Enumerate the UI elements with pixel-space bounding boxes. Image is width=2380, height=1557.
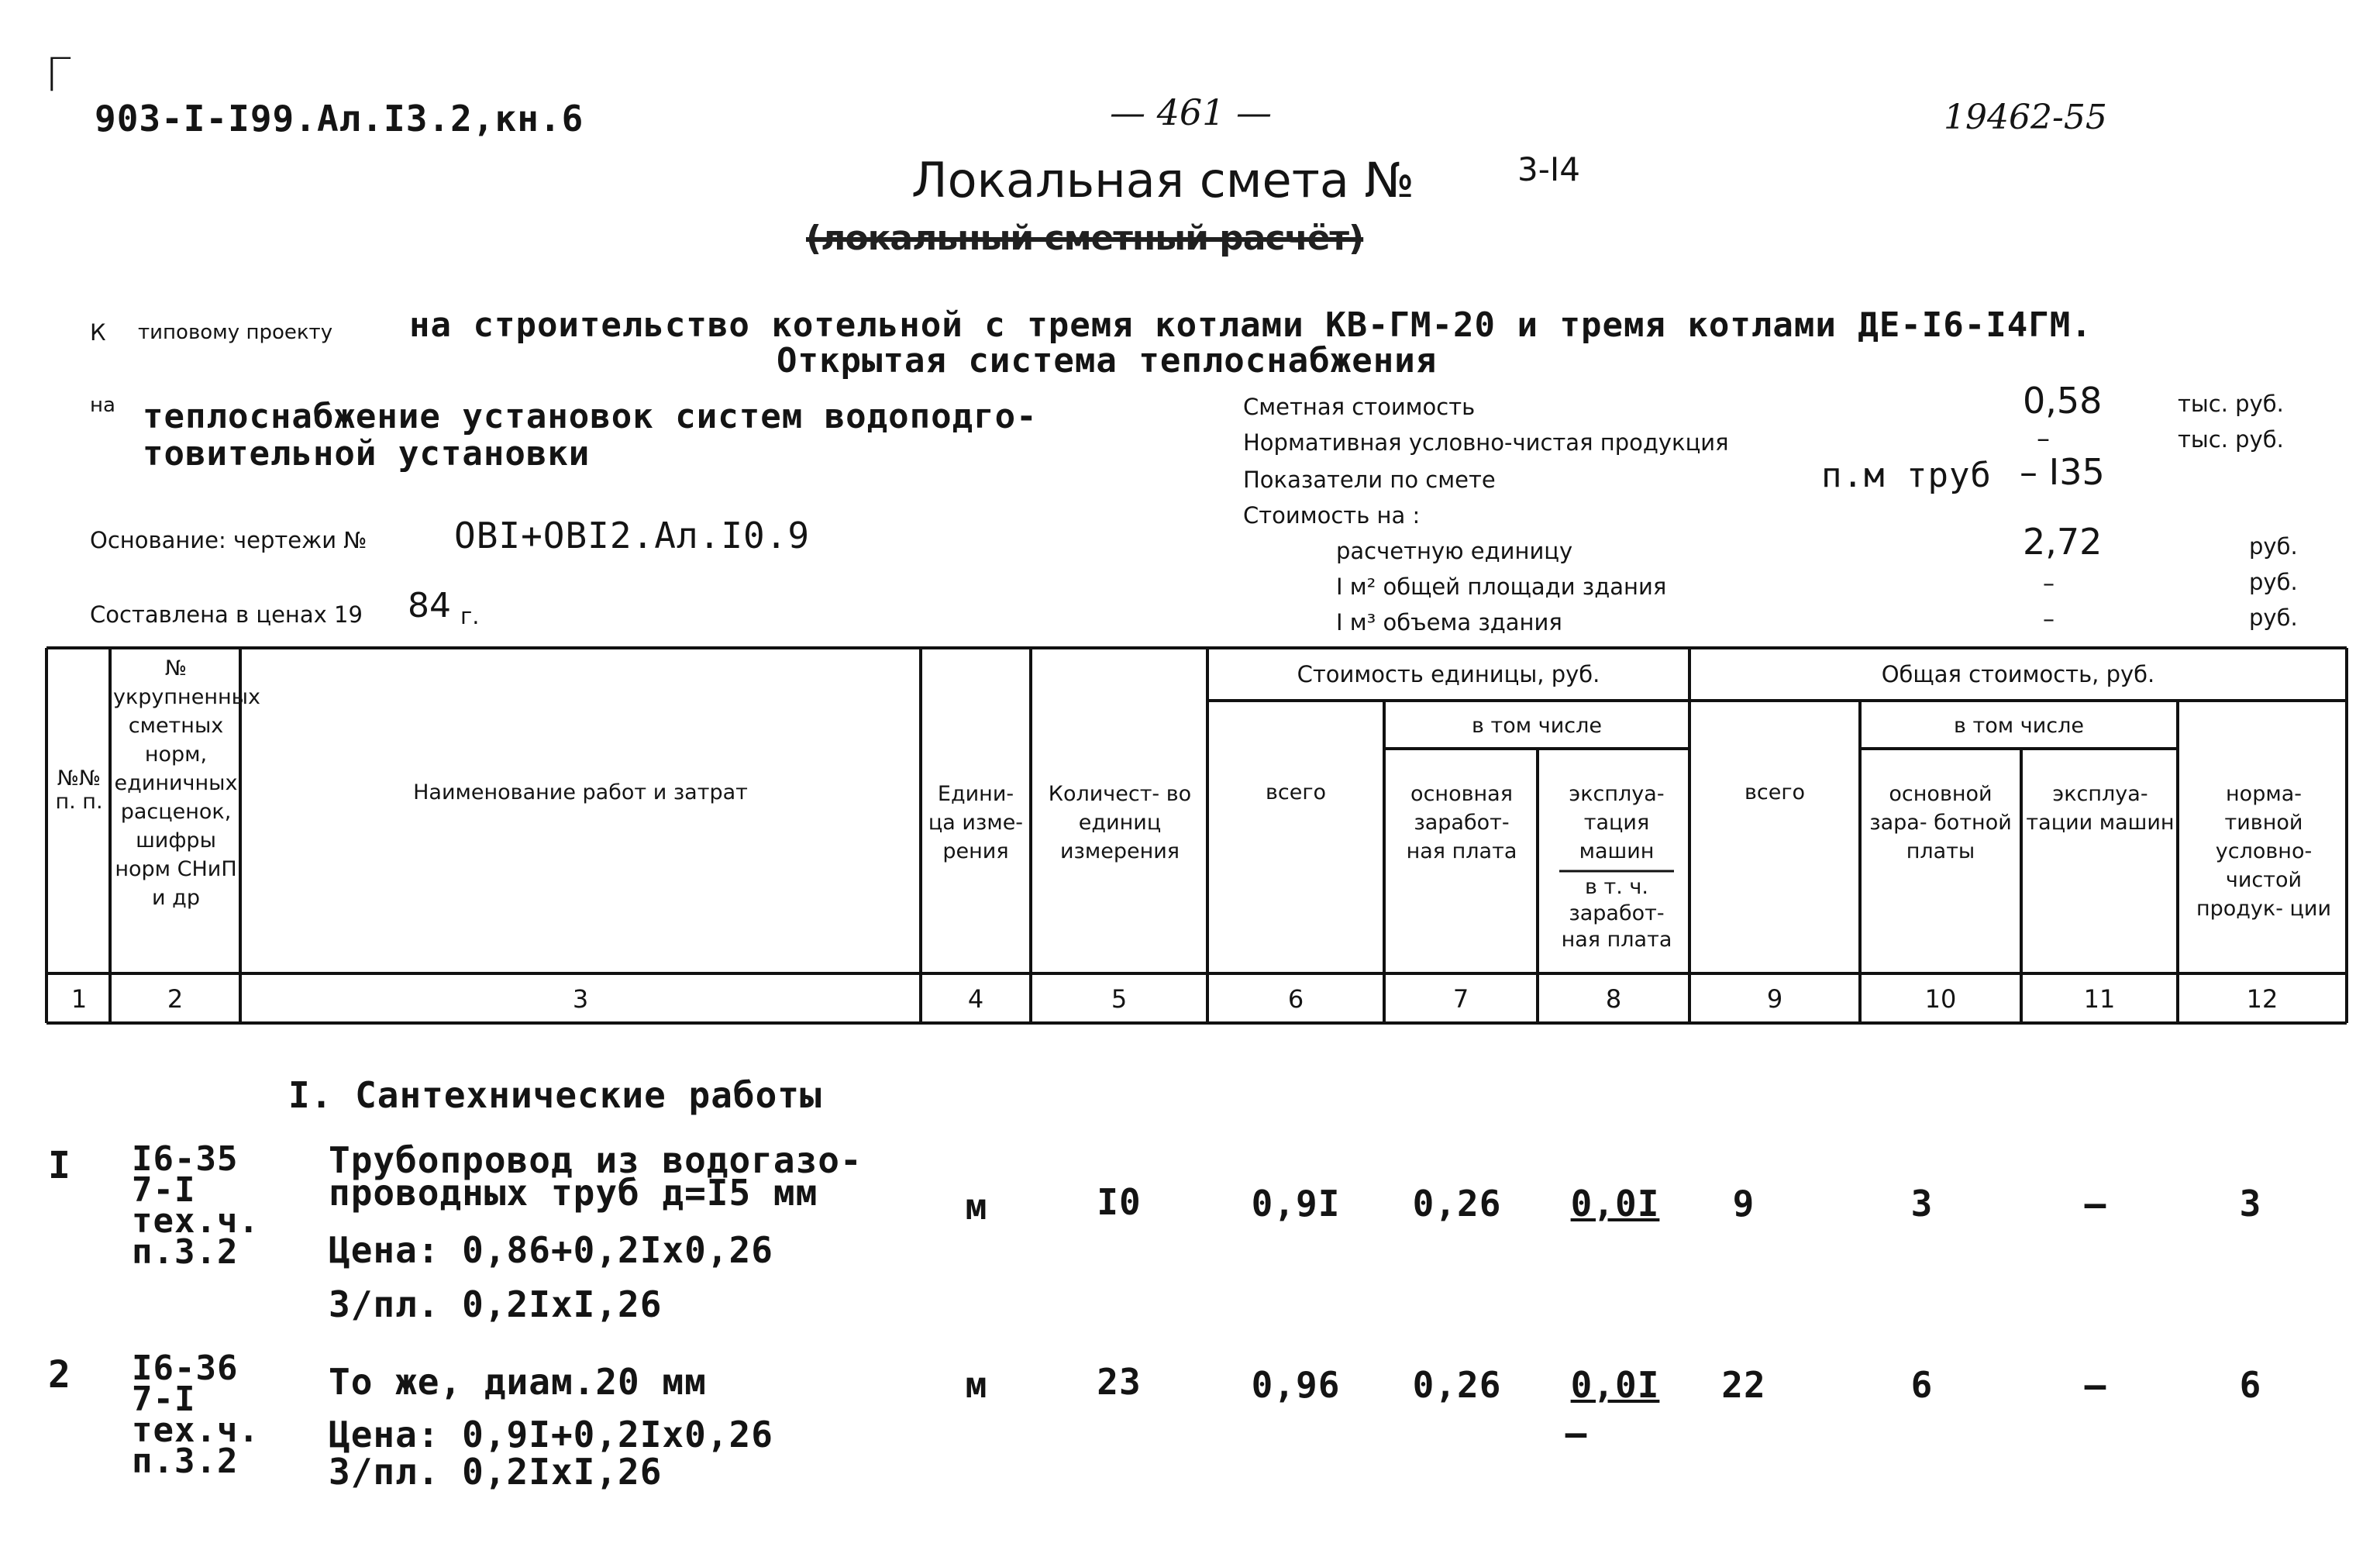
row-price-formula: Цена: 0,9I+0,2Iх0,26 xyxy=(329,1414,773,1455)
row-unit-total: 0,96 xyxy=(1251,1364,1341,1406)
basis-value: OBI+OBI2.Ал.I0.9 xyxy=(454,515,811,556)
col-number: 8 xyxy=(1605,984,1622,1014)
row-unit-mach: 0,0I xyxy=(1570,1364,1660,1406)
col-number: 11 xyxy=(2083,984,2116,1014)
cost-per-label: Стоимость на : xyxy=(1243,502,1421,529)
row-total-mach: – xyxy=(2084,1183,2107,1225)
archive-number: 19462-55 xyxy=(1944,98,2107,137)
row-name: То же, диам.20 мм xyxy=(329,1361,707,1403)
col-header-name: Наименование работ и затрат xyxy=(413,780,748,804)
corner-mark: Г xyxy=(45,48,71,102)
col-number: 1 xyxy=(71,984,88,1014)
row-total-wage: 3 xyxy=(1910,1183,1934,1225)
col-number: 2 xyxy=(167,984,184,1014)
col-header-mach-2: эксплуа- тации машин xyxy=(2026,782,2175,835)
col-header-code: № укрупненных сметных норм, единичных расценок, шифры норм СНиП и др xyxy=(113,656,260,910)
calc-unit-value: 2,72 xyxy=(2023,521,2103,563)
area-value: – xyxy=(2043,570,2055,598)
estimated-cost-label: Сметная стоимость xyxy=(1243,394,1476,420)
row-unit-mach: 0,0I xyxy=(1570,1183,1660,1225)
row-total-norm: 3 xyxy=(2239,1183,2262,1225)
page-number: — 461 — xyxy=(1110,91,1273,133)
row-code: I6-35 7-I тех.ч. п.3.2 xyxy=(132,1139,260,1272)
estimate-number: 3-I4 xyxy=(1517,150,1580,188)
row-unit-mach-wage: – xyxy=(1565,1412,1588,1454)
col-header-mach: эксплуа- тация машин xyxy=(1569,782,1665,863)
volume-label: I м³ объема здания xyxy=(1336,609,1562,636)
estimated-cost-unit: тыс. руб. xyxy=(2178,391,2284,417)
basis-label: Основание: чертежи № xyxy=(90,527,367,553)
indicators-value: – I35 xyxy=(2020,451,2105,493)
col-number: 3 xyxy=(572,984,589,1014)
row-number: I xyxy=(48,1144,71,1187)
estimate-title: Локальная смета № xyxy=(911,152,1415,208)
estimated-cost-value: 0,58 xyxy=(2023,380,2103,422)
col-header-mach-wage: в т. ч. заработ- ная плата xyxy=(1561,875,1672,952)
row-qty: I0 xyxy=(1097,1181,1142,1223)
volume-unit: руб. xyxy=(2249,605,2298,631)
col-number: 4 xyxy=(967,984,984,1014)
col-number: 9 xyxy=(1766,984,1783,1014)
volume-value: – xyxy=(2043,606,2055,633)
row-total: 9 xyxy=(1732,1183,1755,1225)
row-price-formula: Цена: 0,86+0,2Iх0,26 xyxy=(329,1229,773,1271)
row-wage-formula: З/пл. 0,2IхI,26 xyxy=(329,1451,663,1493)
col-number: 7 xyxy=(1452,984,1469,1014)
normative-unit: тыс. руб. xyxy=(2178,426,2284,453)
col-header-total-cost: Общая стоимость, руб. xyxy=(1881,661,2155,687)
col-header-unit: Едини- ца изме- рения xyxy=(928,782,1024,863)
row-unit-wage: 0,26 xyxy=(1412,1364,1502,1406)
normative-value: – xyxy=(2037,423,2050,454)
row-wage-formula: З/пл. 0,2IхI,26 xyxy=(329,1283,663,1325)
col-header-qty: Количест- во единиц измерения xyxy=(1048,782,1192,863)
typical-project-label: типовому проекту xyxy=(138,321,333,344)
row-unit: м xyxy=(965,1364,988,1406)
col-header-incl: в том числе xyxy=(1472,714,1602,738)
row-number: 2 xyxy=(48,1353,71,1397)
row-total-wage: 6 xyxy=(1910,1364,1934,1406)
col-header-unit-cost: Стоимость единицы, руб. xyxy=(1297,661,1600,687)
row-code: I6-36 7-I тех.ч. п.3.2 xyxy=(132,1349,260,1481)
normative-label: Нормативная условно-чистая продукция xyxy=(1243,429,1729,456)
indicators-label: Показатели по смете xyxy=(1243,467,1496,493)
row-unit-wage: 0,26 xyxy=(1412,1183,1502,1225)
na-label: на xyxy=(90,394,115,417)
subject-line-2: товительной установки xyxy=(143,434,591,474)
col-number: 10 xyxy=(1924,984,1957,1014)
calc-unit-label: расчетную единицу xyxy=(1336,538,1573,564)
prices-label: Составлена в ценах 19 xyxy=(90,601,363,628)
col-header-all: всего xyxy=(1265,780,1327,804)
col-header-all-2: всего xyxy=(1744,780,1806,804)
row-total-mach: – xyxy=(2084,1364,2107,1406)
row-qty: 23 xyxy=(1097,1361,1142,1403)
col-header-wage: основная заработ- ная плата xyxy=(1406,782,1517,863)
area-unit: руб. xyxy=(2249,569,2298,595)
k-label: К xyxy=(90,319,106,346)
row-name: Трубопровод из водогазо- проводных труб д=I5 мм xyxy=(329,1139,863,1214)
project-line-1: на строительство котельной с тремя котлами КВ-ГМ-20 и тремя котлами ДЕ-I6-I4ГМ. xyxy=(409,305,2092,345)
row-total-norm: 6 xyxy=(2239,1364,2262,1406)
prices-year: 84 xyxy=(408,586,451,625)
row-total: 22 xyxy=(1721,1364,1766,1406)
row-unit-total: 0,9I xyxy=(1251,1183,1341,1225)
col-number: 5 xyxy=(1111,984,1128,1014)
subject-line-1: теплоснабжение установок систем водоподго- xyxy=(143,397,1038,436)
area-label: I м² общей площади здания xyxy=(1336,574,1667,600)
project-line-2: Открытая система теплоснабжения xyxy=(777,341,1438,381)
col-header-wage-2: основной зара- ботной платы xyxy=(1869,782,2012,863)
struck-subtitle: (локальный сметный расчёт) xyxy=(806,219,1364,258)
calc-unit-unit: руб. xyxy=(2249,533,2298,560)
col-number: 6 xyxy=(1287,984,1304,1014)
section-title: I. Сантехнические работы xyxy=(288,1074,822,1116)
document-code: 903-I-I99.Ал.I3.2,кн.6 xyxy=(95,98,584,140)
prices-suffix: г. xyxy=(460,603,480,629)
col-header-num: №№ п. п. xyxy=(55,766,103,814)
indicators-unit: п.м труб xyxy=(1821,456,1992,495)
col-header-norm: норма- тивной условно- чистой продук- ции xyxy=(2196,782,2332,921)
col-header-incl-2: в том числе xyxy=(1954,714,2084,738)
row-unit: м xyxy=(965,1186,988,1228)
col-number: 12 xyxy=(2246,984,2278,1014)
